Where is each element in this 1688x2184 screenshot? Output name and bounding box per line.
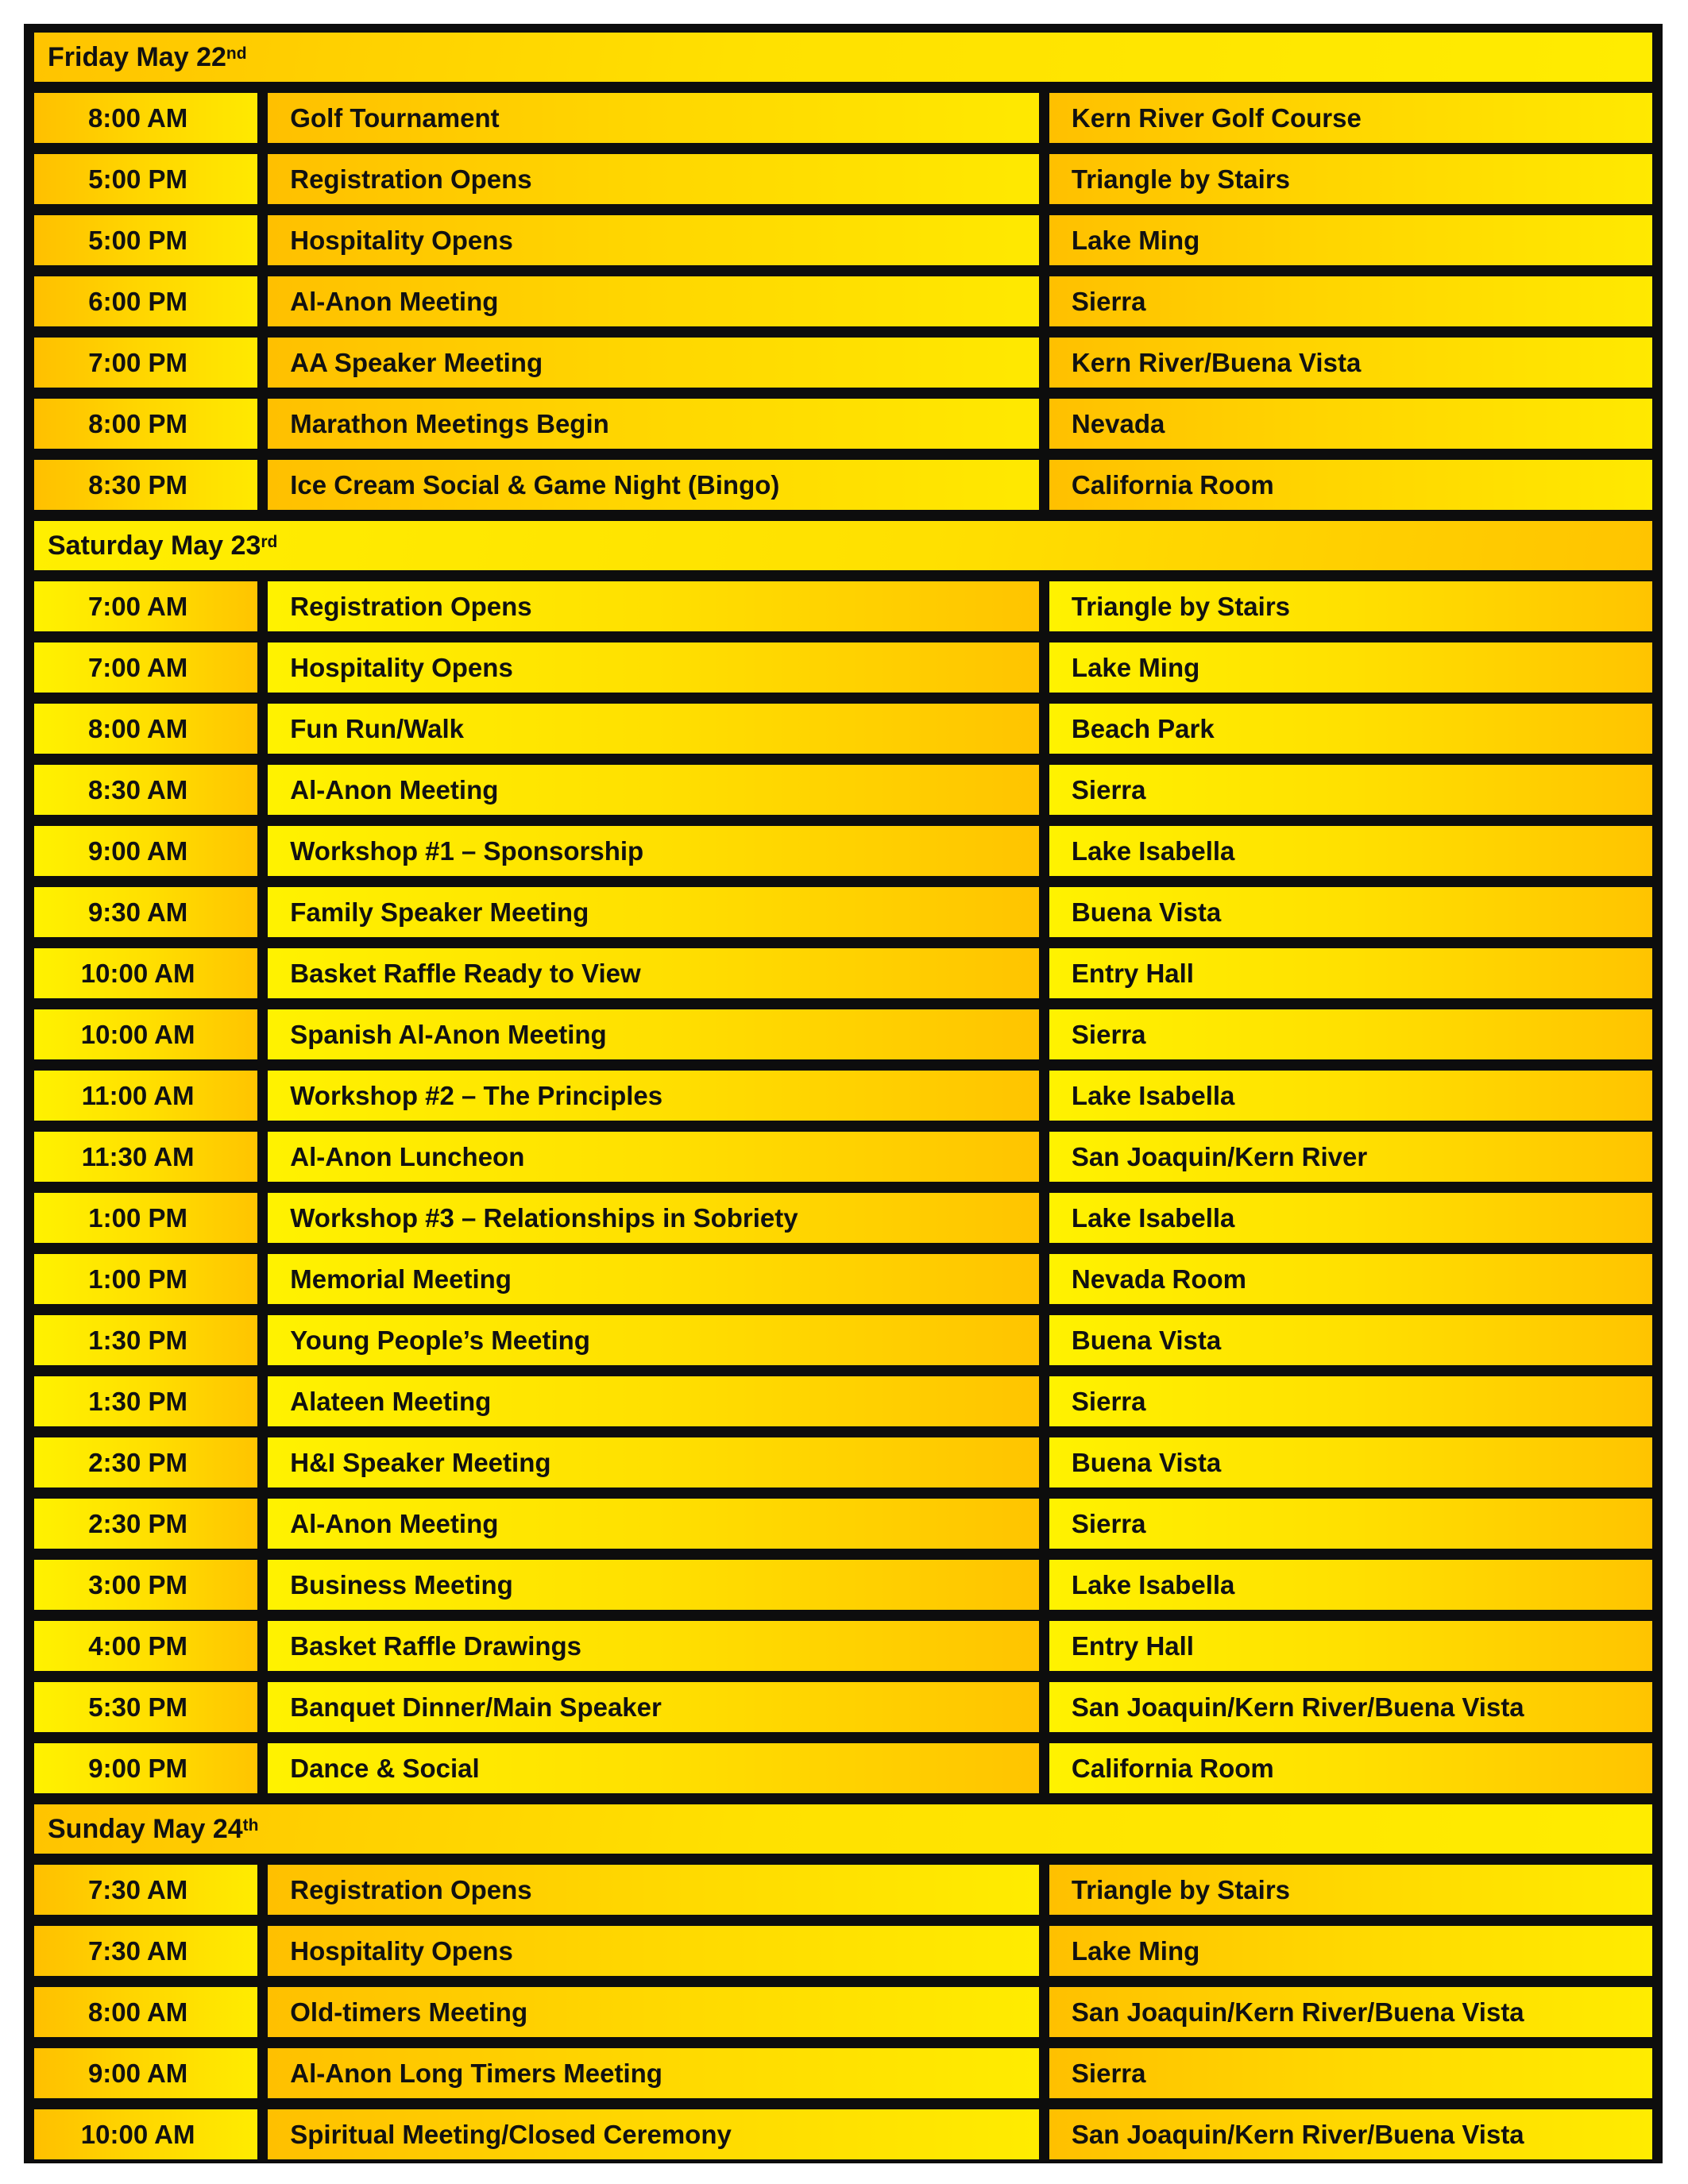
table-row [34, 1437, 1652, 1488]
table-row [34, 1743, 1652, 1793]
time-cell: 3:00 PM [34, 1560, 257, 1610]
table-row [34, 276, 1652, 326]
table-row [34, 93, 1652, 143]
table-row [34, 338, 1652, 388]
time-cell: 11:30 AM [34, 1132, 257, 1182]
event-cell: Ice Cream Social & Game Night (Bingo) [268, 460, 1039, 510]
time-cell: 9:00 AM [34, 826, 257, 876]
time-cell: 11:00 AM [34, 1071, 257, 1121]
table-row [34, 826, 1652, 876]
time-cell: 8:00 AM [34, 93, 257, 143]
location-cell: Entry Hall [1049, 948, 1652, 998]
event-cell: Old-timers Meeting [268, 1987, 1039, 2037]
location-cell: Buena Vista [1049, 887, 1652, 937]
location-cell: Sierra [1049, 276, 1652, 326]
event-cell: Workshop #2 – The Principles [268, 1071, 1039, 1121]
time-cell: 1:00 PM [34, 1254, 257, 1304]
time-cell: 5:00 PM [34, 215, 257, 265]
day-suffix: rd [261, 533, 278, 551]
time-cell: 7:00 AM [34, 581, 257, 631]
location-cell: Sierra [1049, 1009, 1652, 1059]
location-cell: Buena Vista [1049, 1315, 1652, 1365]
table-row [34, 1987, 1652, 2037]
location-cell: San Joaquin/Kern River/Buena Vista [1049, 2109, 1652, 2159]
location-cell: Beach Park [1049, 704, 1652, 754]
time-cell: 2:30 PM [34, 1437, 257, 1488]
event-cell: AA Speaker Meeting [268, 338, 1039, 388]
location-cell: Triangle by Stairs [1049, 581, 1652, 631]
table-row [34, 887, 1652, 937]
location-cell: San Joaquin/Kern River [1049, 1132, 1652, 1182]
location-cell: Sierra [1049, 2048, 1652, 2098]
location-cell: Kern River/Buena Vista [1049, 338, 1652, 388]
day-label: Friday May 22 [48, 41, 226, 72]
time-cell: 8:30 PM [34, 460, 257, 510]
event-cell: Spanish Al-Anon Meeting [268, 1009, 1039, 1059]
location-cell: Lake Ming [1049, 1926, 1652, 1976]
event-cell: Marathon Meetings Begin [268, 399, 1039, 449]
event-cell: Workshop #3 – Relationships in Sobriety [268, 1193, 1039, 1243]
schedule-table [24, 24, 1663, 2163]
location-cell: Kern River Golf Course [1049, 93, 1652, 143]
table-row [34, 1132, 1652, 1182]
time-cell: 6:00 PM [34, 276, 257, 326]
time-cell: 1:30 PM [34, 1315, 257, 1365]
table-row [34, 1926, 1652, 1976]
table-row [34, 581, 1652, 631]
time-cell: 10:00 AM [34, 948, 257, 998]
time-cell: 8:30 AM [34, 765, 257, 815]
day-header-friday [34, 33, 1652, 82]
event-cell: Registration Opens [268, 154, 1039, 204]
location-cell: Triangle by Stairs [1049, 1865, 1652, 1915]
location-cell: California Room [1049, 460, 1652, 510]
time-cell: 4:00 PM [34, 1621, 257, 1671]
time-cell: 8:00 AM [34, 704, 257, 754]
day-label: Sunday May 24 [48, 1813, 243, 1844]
location-cell: Sierra [1049, 765, 1652, 815]
time-cell: 5:30 PM [34, 1682, 257, 1732]
day-suffix: nd [226, 44, 247, 63]
table-row [34, 2048, 1652, 2098]
time-cell: 7:00 AM [34, 642, 257, 693]
time-cell: 2:30 PM [34, 1499, 257, 1549]
table-row [34, 1071, 1652, 1121]
time-cell: 8:00 AM [34, 1987, 257, 2037]
location-cell: Lake Isabella [1049, 1193, 1652, 1243]
location-cell: Sierra [1049, 1499, 1652, 1549]
location-cell: Nevada [1049, 399, 1652, 449]
event-cell: Al-Anon Meeting [268, 276, 1039, 326]
event-cell: Hospitality Opens [268, 1926, 1039, 1976]
table-row [34, 1376, 1652, 1426]
time-cell: 8:00 PM [34, 399, 257, 449]
table-row [34, 948, 1652, 998]
event-cell: Basket Raffle Drawings [268, 1621, 1039, 1671]
time-cell: 9:00 AM [34, 2048, 257, 2098]
time-cell: 5:00 PM [34, 154, 257, 204]
event-cell: Spiritual Meeting/Closed Ceremony [268, 2109, 1039, 2159]
event-cell: Registration Opens [268, 1865, 1039, 1915]
event-cell: Young People’s Meeting [268, 1315, 1039, 1365]
time-cell: 10:00 AM [34, 2109, 257, 2159]
event-cell: H&I Speaker Meeting [268, 1437, 1039, 1488]
table-row [34, 460, 1652, 510]
time-cell: 7:30 AM [34, 1926, 257, 1976]
location-cell: Lake Isabella [1049, 1560, 1652, 1610]
event-cell: Memorial Meeting [268, 1254, 1039, 1304]
table-row [34, 1682, 1652, 1732]
event-cell: Al-Anon Meeting [268, 765, 1039, 815]
time-cell: 1:00 PM [34, 1193, 257, 1243]
event-cell: Al-Anon Long Timers Meeting [268, 2048, 1039, 2098]
location-cell: Nevada Room [1049, 1254, 1652, 1304]
table-row [34, 642, 1652, 693]
location-cell: Lake Isabella [1049, 1071, 1652, 1121]
table-row [34, 1009, 1652, 1059]
table-row [34, 1315, 1652, 1365]
event-cell: Registration Opens [268, 581, 1039, 631]
event-cell: Hospitality Opens [268, 642, 1039, 693]
location-cell: Entry Hall [1049, 1621, 1652, 1671]
location-cell: Lake Ming [1049, 642, 1652, 693]
event-cell: Al-Anon Luncheon [268, 1132, 1039, 1182]
time-cell: 1:30 PM [34, 1376, 257, 1426]
event-cell: Basket Raffle Ready to View [268, 948, 1039, 998]
table-row [34, 2109, 1652, 2159]
time-cell: 7:30 AM [34, 1865, 257, 1915]
table-row [34, 1865, 1652, 1915]
location-cell: Buena Vista [1049, 1437, 1652, 1488]
time-cell: 9:30 AM [34, 887, 257, 937]
location-cell: San Joaquin/Kern River/Buena Vista [1049, 1682, 1652, 1732]
time-cell: 9:00 PM [34, 1743, 257, 1793]
table-row [34, 399, 1652, 449]
event-cell: Banquet Dinner/Main Speaker [268, 1682, 1039, 1732]
table-row [34, 704, 1652, 754]
table-row [34, 765, 1652, 815]
event-cell: Family Speaker Meeting [268, 887, 1039, 937]
event-cell: Dance & Social [268, 1743, 1039, 1793]
table-row [34, 1193, 1652, 1243]
location-cell: San Joaquin/Kern River/Buena Vista [1049, 1987, 1652, 2037]
table-row [34, 1499, 1652, 1549]
location-cell: Triangle by Stairs [1049, 154, 1652, 204]
day-suffix: th [242, 1816, 259, 1835]
location-cell: Sierra [1049, 1376, 1652, 1426]
table-row [34, 154, 1652, 204]
table-row [34, 1254, 1652, 1304]
day-label: Saturday May 23 [48, 530, 261, 561]
location-cell: Lake Ming [1049, 215, 1652, 265]
table-row [34, 1560, 1652, 1610]
time-cell: 10:00 AM [34, 1009, 257, 1059]
day-header-sunday [34, 1804, 1652, 1854]
table-row [34, 1621, 1652, 1671]
location-cell: Lake Isabella [1049, 826, 1652, 876]
event-cell: Alateen Meeting [268, 1376, 1039, 1426]
day-header-saturday [34, 521, 1652, 570]
event-cell: Al-Anon Meeting [268, 1499, 1039, 1549]
event-cell: Fun Run/Walk [268, 704, 1039, 754]
event-cell: Hospitality Opens [268, 215, 1039, 265]
time-cell: 7:00 PM [34, 338, 257, 388]
event-cell: Golf Tournament [268, 93, 1039, 143]
location-cell: California Room [1049, 1743, 1652, 1793]
event-cell: Workshop #1 – Sponsorship [268, 826, 1039, 876]
table-row [34, 215, 1652, 265]
event-cell: Business Meeting [268, 1560, 1039, 1610]
